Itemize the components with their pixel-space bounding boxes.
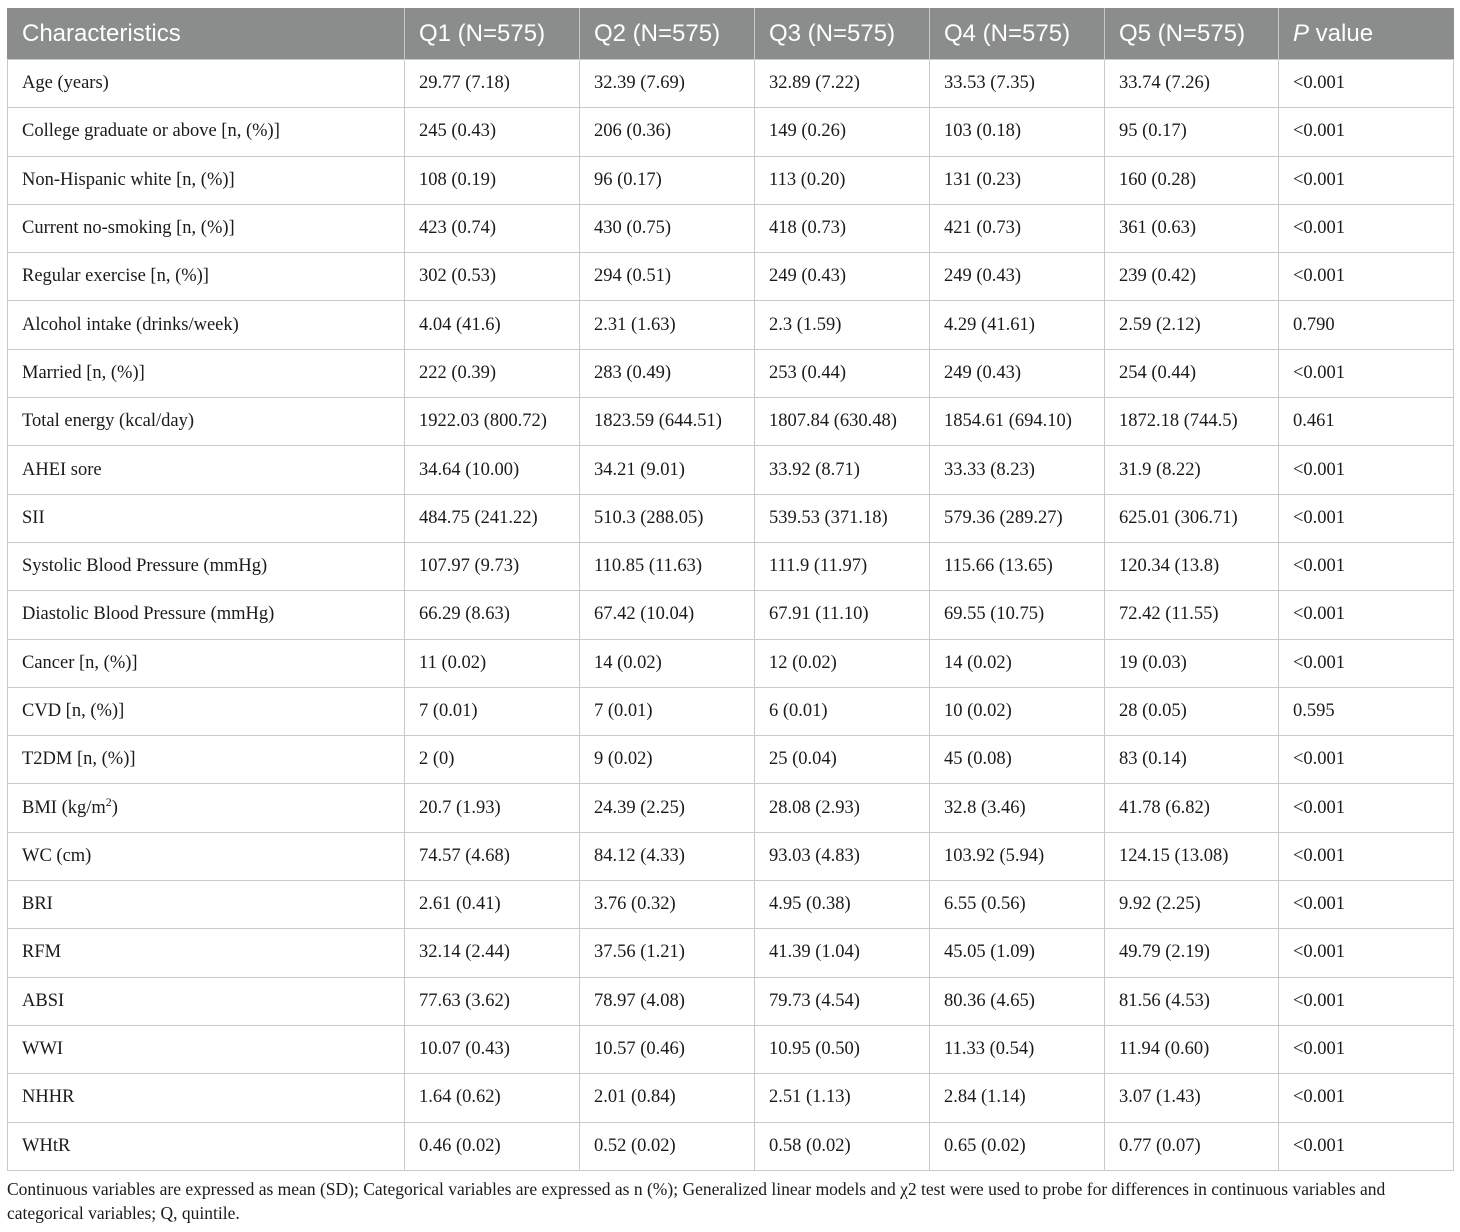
q1-cell: 77.63 (3.62)	[405, 977, 580, 1025]
q4-cell: 45 (0.08)	[930, 736, 1105, 784]
table-row	[8, 1074, 1454, 1122]
q5-cell: 160 (0.28)	[1105, 156, 1279, 204]
q3-cell: 79.73 (4.54)	[755, 977, 930, 1025]
q2-cell: 0.52 (0.02)	[580, 1122, 755, 1170]
header-characteristics: Characteristics	[8, 8, 405, 60]
q2-cell: 7 (0.01)	[580, 687, 755, 735]
q3-cell: 113 (0.20)	[755, 156, 930, 204]
p-value-cell: <0.001	[1279, 784, 1454, 832]
table-row	[8, 398, 1454, 446]
q4-cell: 6.55 (0.56)	[930, 881, 1105, 929]
row-label	[8, 784, 405, 832]
table-row	[8, 1025, 1454, 1073]
q3-cell: 539.53 (371.18)	[755, 494, 930, 542]
q3-cell: 249 (0.43)	[755, 253, 930, 301]
table-row	[8, 156, 1454, 204]
q4-cell: 0.65 (0.02)	[930, 1122, 1105, 1170]
q1-cell: 10.07 (0.43)	[405, 1025, 580, 1073]
q2-cell: 84.12 (4.33)	[580, 832, 755, 880]
q1-cell: 222 (0.39)	[405, 349, 580, 397]
q5-cell: 72.42 (11.55)	[1105, 591, 1279, 639]
q3-cell: 67.91 (11.10)	[755, 591, 930, 639]
q3-cell: 28.08 (2.93)	[755, 784, 930, 832]
q2-cell: 283 (0.49)	[580, 349, 755, 397]
q3-cell: 32.89 (7.22)	[755, 60, 930, 108]
p-value-cell: <0.001	[1279, 977, 1454, 1025]
header-row	[8, 8, 1454, 60]
q1-cell: 423 (0.74)	[405, 204, 580, 252]
header-p-rest: value	[1309, 19, 1374, 47]
header-q3: Q3 (N=575)	[755, 8, 930, 60]
q2-cell: 294 (0.51)	[580, 253, 755, 301]
q1-cell: 74.57 (4.68)	[405, 832, 580, 880]
table-row	[8, 542, 1454, 590]
row-label: AHEI sore	[8, 446, 405, 494]
q2-cell: 32.39 (7.69)	[580, 60, 755, 108]
q5-cell: 239 (0.42)	[1105, 253, 1279, 301]
row-label: Cancer [n, (%)]	[8, 639, 405, 687]
q2-cell: 10.57 (0.46)	[580, 1025, 755, 1073]
q4-cell: 421 (0.73)	[930, 204, 1105, 252]
q3-cell: 41.39 (1.04)	[755, 929, 930, 977]
q4-cell: 103 (0.18)	[930, 108, 1105, 156]
p-value-cell: <0.001	[1279, 253, 1454, 301]
header-p-value	[1279, 8, 1454, 60]
q3-cell: 93.03 (4.83)	[755, 832, 930, 880]
row-label: Current no-smoking [n, (%)]	[8, 204, 405, 252]
q3-cell: 149 (0.26)	[755, 108, 930, 156]
q5-cell: 124.15 (13.08)	[1105, 832, 1279, 880]
table-footnote: Continuous variables are expressed as mean (SD); Categorical variables are expressed as n (%); Generalized linear models and χ2 test were used to probe for differences in continuous variables and categorical variables; Q, quintile.	[7, 1179, 1386, 1223]
table-row	[8, 494, 1454, 542]
q1-cell: 2 (0)	[405, 736, 580, 784]
q2-cell: 78.97 (4.08)	[580, 977, 755, 1025]
q1-cell: 302 (0.53)	[405, 253, 580, 301]
p-value-cell: <0.001	[1279, 60, 1454, 108]
q1-cell: 108 (0.19)	[405, 156, 580, 204]
table-row	[8, 639, 1454, 687]
row-label: CVD [n, (%)]	[8, 687, 405, 735]
p-value-cell: <0.001	[1279, 349, 1454, 397]
q2-cell: 510.3 (288.05)	[580, 494, 755, 542]
q4-cell: 14 (0.02)	[930, 639, 1105, 687]
q5-cell: 28 (0.05)	[1105, 687, 1279, 735]
q1-cell: 7 (0.01)	[405, 687, 580, 735]
p-value-cell: <0.001	[1279, 1025, 1454, 1073]
q3-cell: 25 (0.04)	[755, 736, 930, 784]
q3-cell: 12 (0.02)	[755, 639, 930, 687]
table-row	[8, 108, 1454, 156]
table-row	[8, 832, 1454, 880]
table-row	[8, 446, 1454, 494]
q5-cell: 83 (0.14)	[1105, 736, 1279, 784]
q2-cell: 9 (0.02)	[580, 736, 755, 784]
q1-cell: 66.29 (8.63)	[405, 591, 580, 639]
q2-cell: 2.31 (1.63)	[580, 301, 755, 349]
characteristics-table	[7, 8, 1454, 1171]
q3-cell: 6 (0.01)	[755, 687, 930, 735]
p-value-cell: <0.001	[1279, 591, 1454, 639]
q3-cell: 10.95 (0.50)	[755, 1025, 930, 1073]
q5-cell: 120.34 (13.8)	[1105, 542, 1279, 590]
q4-cell: 45.05 (1.09)	[930, 929, 1105, 977]
q5-cell: 361 (0.63)	[1105, 204, 1279, 252]
table-row	[8, 204, 1454, 252]
table-row	[8, 253, 1454, 301]
q1-cell: 32.14 (2.44)	[405, 929, 580, 977]
row-label: WWI	[8, 1025, 405, 1073]
q4-cell: 131 (0.23)	[930, 156, 1105, 204]
q1-cell: 245 (0.43)	[405, 108, 580, 156]
p-value-cell: <0.001	[1279, 204, 1454, 252]
q1-cell: 4.04 (41.6)	[405, 301, 580, 349]
header-q1: Q1 (N=575)	[405, 8, 580, 60]
q4-cell: 69.55 (10.75)	[930, 591, 1105, 639]
header-p-italic: P	[1293, 19, 1310, 47]
q5-cell: 254 (0.44)	[1105, 349, 1279, 397]
p-value-cell: <0.001	[1279, 446, 1454, 494]
q4-cell: 2.84 (1.14)	[930, 1074, 1105, 1122]
p-value-cell: 0.595	[1279, 687, 1454, 735]
q2-cell: 110.85 (11.63)	[580, 542, 755, 590]
table-row	[8, 1122, 1454, 1170]
table-row	[8, 784, 1454, 832]
p-value-cell: <0.001	[1279, 494, 1454, 542]
row-label: Diastolic Blood Pressure (mmHg)	[8, 591, 405, 639]
q2-cell: 34.21 (9.01)	[580, 446, 755, 494]
q2-cell: 24.39 (2.25)	[580, 784, 755, 832]
row-label: Total energy (kcal/day)	[8, 398, 405, 446]
q2-cell: 1823.59 (644.51)	[580, 398, 755, 446]
q2-cell: 37.56 (1.21)	[580, 929, 755, 977]
q3-cell: 33.92 (8.71)	[755, 446, 930, 494]
table-row	[8, 687, 1454, 735]
q1-cell: 11 (0.02)	[405, 639, 580, 687]
q4-cell: 11.33 (0.54)	[930, 1025, 1105, 1073]
table-body	[8, 60, 1454, 1171]
row-label: WC (cm)	[8, 832, 405, 880]
p-value-cell: 0.790	[1279, 301, 1454, 349]
q4-cell: 115.66 (13.65)	[930, 542, 1105, 590]
q5-cell: 31.9 (8.22)	[1105, 446, 1279, 494]
q1-cell: 484.75 (241.22)	[405, 494, 580, 542]
q5-cell: 3.07 (1.43)	[1105, 1074, 1279, 1122]
table-header	[8, 8, 1454, 60]
header-q4: Q4 (N=575)	[930, 8, 1105, 60]
q4-cell: 80.36 (4.65)	[930, 977, 1105, 1025]
row-label: WHtR	[8, 1122, 405, 1170]
q5-cell: 11.94 (0.60)	[1105, 1025, 1279, 1073]
table-container	[7, 8, 1453, 1171]
q5-cell: 0.77 (0.07)	[1105, 1122, 1279, 1170]
q5-cell: 19 (0.03)	[1105, 639, 1279, 687]
q3-cell: 111.9 (11.97)	[755, 542, 930, 590]
q4-cell: 249 (0.43)	[930, 349, 1105, 397]
row-label: SII	[8, 494, 405, 542]
q5-cell: 49.79 (2.19)	[1105, 929, 1279, 977]
q3-cell: 2.3 (1.59)	[755, 301, 930, 349]
p-value-cell: <0.001	[1279, 929, 1454, 977]
row-label: Married [n, (%)]	[8, 349, 405, 397]
row-label: College graduate or above [n, (%)]	[8, 108, 405, 156]
q4-cell: 10 (0.02)	[930, 687, 1105, 735]
p-value-cell: <0.001	[1279, 736, 1454, 784]
q4-cell: 33.53 (7.35)	[930, 60, 1105, 108]
row-label: Alcohol intake (drinks/week)	[8, 301, 405, 349]
table-row	[8, 929, 1454, 977]
q2-cell: 3.76 (0.32)	[580, 881, 755, 929]
table-row	[8, 591, 1454, 639]
q4-cell: 32.8 (3.46)	[930, 784, 1105, 832]
q5-cell: 2.59 (2.12)	[1105, 301, 1279, 349]
q5-cell: 1872.18 (744.5)	[1105, 398, 1279, 446]
q4-cell: 4.29 (41.61)	[930, 301, 1105, 349]
q1-cell: 1922.03 (800.72)	[405, 398, 580, 446]
row-label: Systolic Blood Pressure (mmHg)	[8, 542, 405, 590]
q2-cell: 206 (0.36)	[580, 108, 755, 156]
row-label: ABSI	[8, 977, 405, 1025]
q3-cell: 0.58 (0.02)	[755, 1122, 930, 1170]
q4-cell: 103.92 (5.94)	[930, 832, 1105, 880]
q4-cell: 1854.61 (694.10)	[930, 398, 1105, 446]
q4-cell: 249 (0.43)	[930, 253, 1105, 301]
p-value-cell: <0.001	[1279, 639, 1454, 687]
q5-cell: 33.74 (7.26)	[1105, 60, 1279, 108]
row-label: Regular exercise [n, (%)]	[8, 253, 405, 301]
p-value-cell: <0.001	[1279, 108, 1454, 156]
q1-cell: 1.64 (0.62)	[405, 1074, 580, 1122]
q2-cell: 2.01 (0.84)	[580, 1074, 755, 1122]
q5-cell: 95 (0.17)	[1105, 108, 1279, 156]
q2-cell: 14 (0.02)	[580, 639, 755, 687]
table-row	[8, 301, 1454, 349]
table-row	[8, 349, 1454, 397]
q5-cell: 625.01 (306.71)	[1105, 494, 1279, 542]
q1-cell: 2.61 (0.41)	[405, 881, 580, 929]
row-label-suffix: )	[111, 797, 118, 818]
row-label: Non-Hispanic white [n, (%)]	[8, 156, 405, 204]
table-row	[8, 881, 1454, 929]
p-value-cell: <0.001	[1279, 832, 1454, 880]
q1-cell: 34.64 (10.00)	[405, 446, 580, 494]
row-label: NHHR	[8, 1074, 405, 1122]
p-value-cell: <0.001	[1279, 156, 1454, 204]
row-label: Age (years)	[8, 60, 405, 108]
header-q2: Q2 (N=575)	[580, 8, 755, 60]
q1-cell: 0.46 (0.02)	[405, 1122, 580, 1170]
q1-cell: 20.7 (1.93)	[405, 784, 580, 832]
q2-cell: 96 (0.17)	[580, 156, 755, 204]
table-row	[8, 977, 1454, 1025]
q3-cell: 2.51 (1.13)	[755, 1074, 930, 1122]
p-value-cell: 0.461	[1279, 398, 1454, 446]
header-q5: Q5 (N=575)	[1105, 8, 1279, 60]
q4-cell: 33.33 (8.23)	[930, 446, 1105, 494]
p-value-cell: <0.001	[1279, 1074, 1454, 1122]
q5-cell: 9.92 (2.25)	[1105, 881, 1279, 929]
p-value-cell: <0.001	[1279, 1122, 1454, 1170]
p-value-cell: <0.001	[1279, 881, 1454, 929]
q3-cell: 418 (0.73)	[755, 204, 930, 252]
table-row	[8, 736, 1454, 784]
row-label-text: BMI (kg/m	[22, 797, 106, 818]
row-label: RFM	[8, 929, 405, 977]
q1-cell: 29.77 (7.18)	[405, 60, 580, 108]
table-row	[8, 60, 1454, 108]
row-label-superscript: 2	[105, 794, 112, 809]
row-label: BRI	[8, 881, 405, 929]
q5-cell: 41.78 (6.82)	[1105, 784, 1279, 832]
q3-cell: 253 (0.44)	[755, 349, 930, 397]
q3-cell: 4.95 (0.38)	[755, 881, 930, 929]
q5-cell: 81.56 (4.53)	[1105, 977, 1279, 1025]
q4-cell: 579.36 (289.27)	[930, 494, 1105, 542]
q3-cell: 1807.84 (630.48)	[755, 398, 930, 446]
p-value-cell: <0.001	[1279, 542, 1454, 590]
row-label: T2DM [n, (%)]	[8, 736, 405, 784]
q1-cell: 107.97 (9.73)	[405, 542, 580, 590]
q2-cell: 67.42 (10.04)	[580, 591, 755, 639]
q2-cell: 430 (0.75)	[580, 204, 755, 252]
